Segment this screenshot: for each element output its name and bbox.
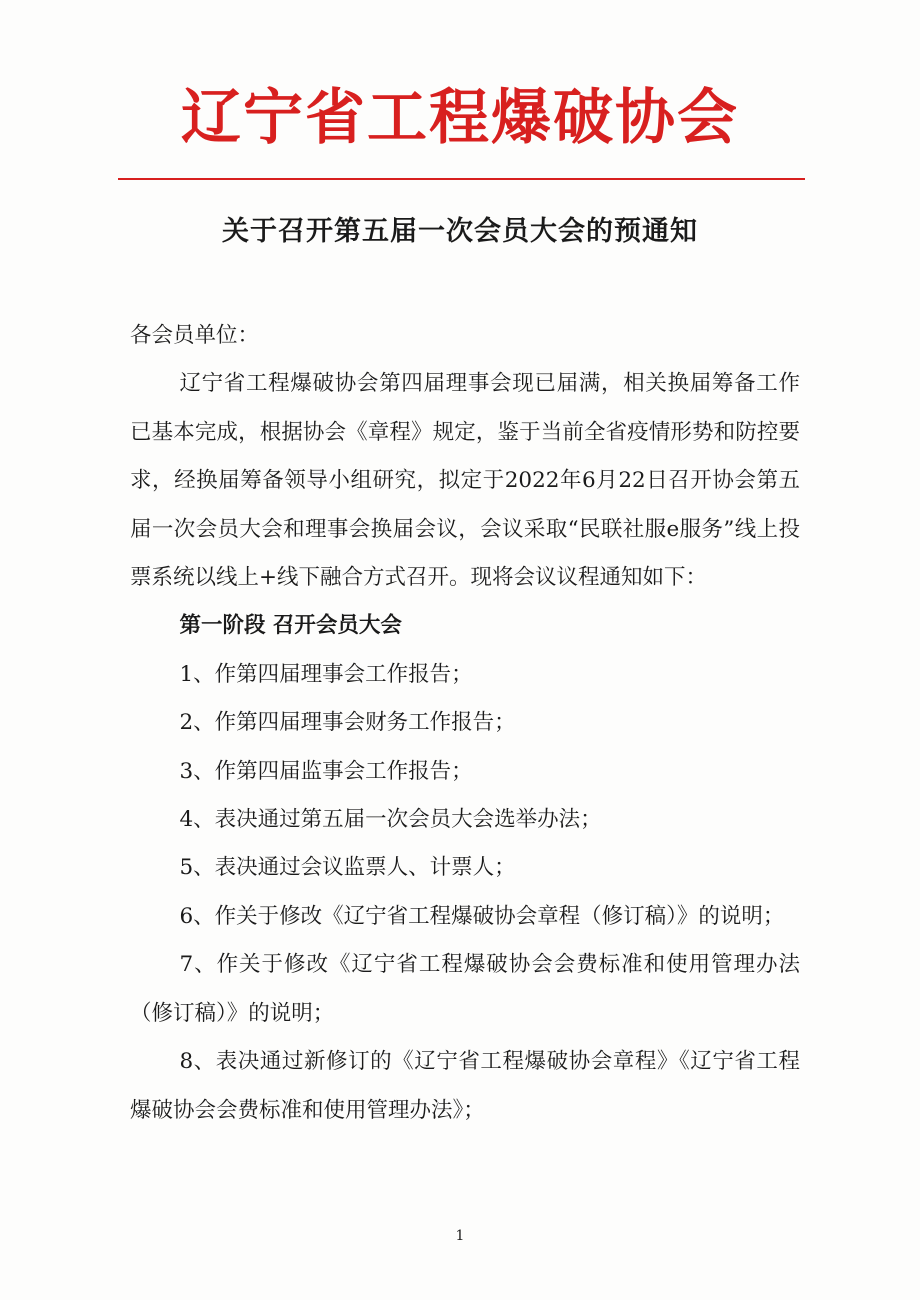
intro-paragraph: 辽宁省工程爆破协会第四届理事会现已届满，相关换届筹备工作已基本完成，根据协会《章程》规定，鉴于当前全省疫情形势和防控要求，经换届筹备领导小组研究，拟定于2022年6月22日召开协会第五届一次会员大会和理事会换届会议，会议采取“民联社服e服务”线上投票系统以线上+线下融合方式召开。现将会议议程通知如下： <box>130 371 800 591</box>
agenda-item-5: 5、表决通过会议监票人、计票人； <box>179 855 516 881</box>
agenda-item-7: 7、作关于修改《辽宁省工程爆破协会会费标准和使用管理办法（修订稿）》的说明； <box>130 952 800 1026</box>
document-title: 关于召开第五届一次会员大会的预通知 <box>222 216 698 247</box>
agenda-item-6: 6、作关于修改《辽宁省工程爆破协会章程（修订稿）》的说明； <box>179 903 785 929</box>
agenda-item-4: 4、表决通过第五届一次会员大会选举办法； <box>179 807 602 833</box>
letterhead-title: 辽宁省工程爆破协会 <box>181 83 739 153</box>
section-heading: 第一阶段 召开会员大会 <box>179 613 402 639</box>
letterhead-divider <box>118 178 805 180</box>
agenda-item-2: 2、作第四届理事会财务工作报告； <box>179 710 516 736</box>
salutation: 各会员单位： <box>130 323 260 348</box>
agenda-item-1: 1、作第四届理事会工作报告； <box>179 661 473 687</box>
agenda-item-3: 3、作第四届监事会工作报告； <box>179 758 473 784</box>
page-number: 1 <box>455 1228 465 1244</box>
document-body <box>130 312 800 1135</box>
agenda-item-8: 8、表决通过新修订的《辽宁省工程爆破协会章程》《辽宁省工程爆破协会会费标准和使用管理办法》； <box>130 1049 800 1123</box>
